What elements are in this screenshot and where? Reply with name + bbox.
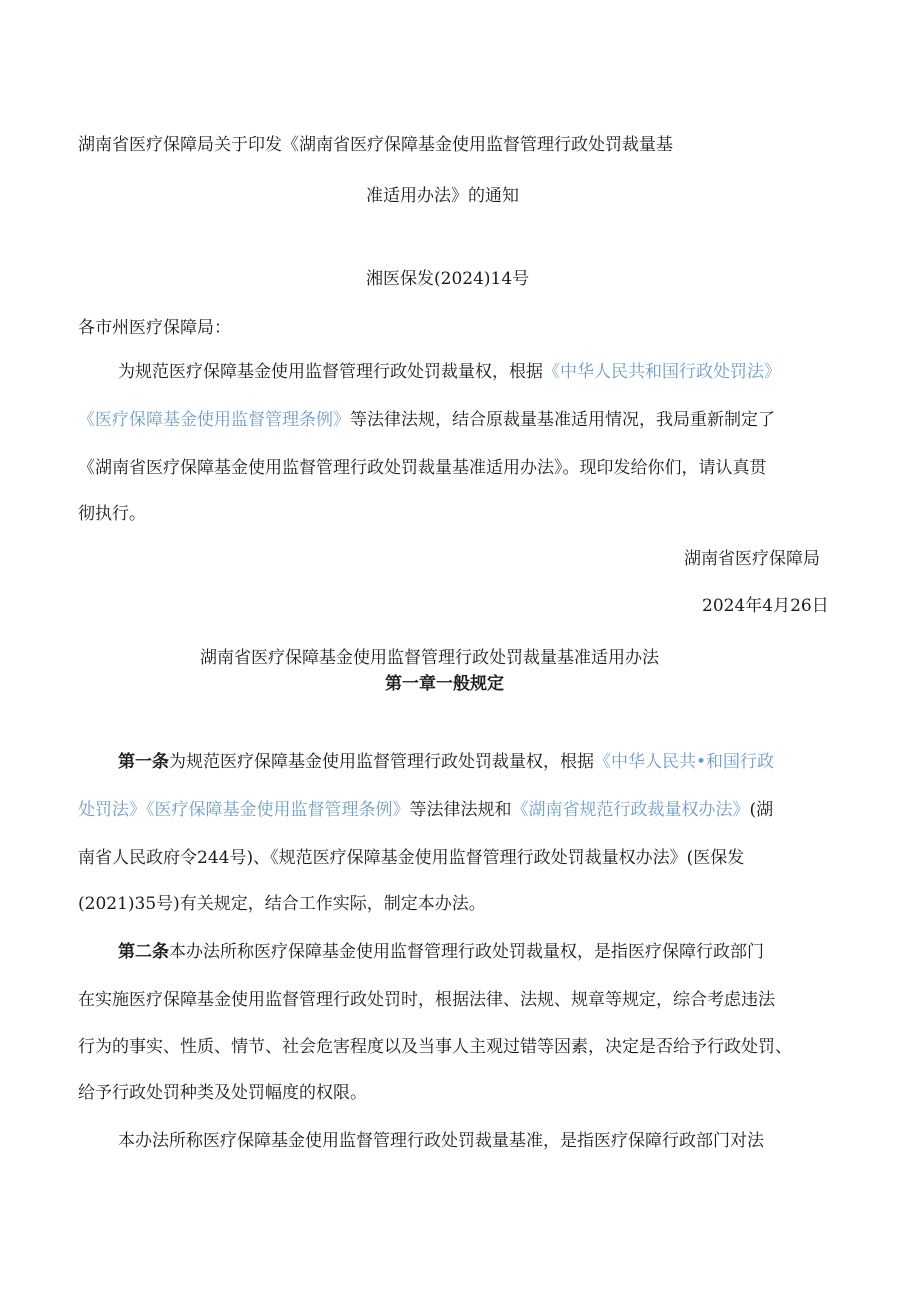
- regulation-reference-link[interactable]: 处罚法》《医疗保障基金使用监督管理条例》: [78, 800, 410, 820]
- law-reference-link[interactable]: 《中华人民共•和国行政: [594, 752, 775, 772]
- chapter-heading: 第一章一般规定: [385, 674, 504, 694]
- notice-paragraph-line: 《医疗保障基金使用监督管理条例》等法律法规，结合原裁量基准适用情况，我局重新制定了: [78, 410, 775, 430]
- article-2-line: 在实施医疗保障基金使用监督管理行政处罚时，根据法律、法规、规章等规定，综合考虑违法: [78, 990, 775, 1010]
- document-number: 湘医保发(2024)14号: [366, 269, 530, 289]
- notice-paragraph-line: 为规范医疗保障基金使用监督管理行政处罚裁量权，根据《中华人民共和国行政处罚法》: [118, 362, 781, 382]
- article-2-line: 行为的事实、性质、情节、社会危害程度以及当事人主观过错等因素，决定是否给予行政处罚、: [78, 1037, 792, 1057]
- article-1-line: (2021)35号)有关规定，结合工作实际，制定本办法。: [78, 894, 486, 914]
- issue-date: 2024年4月26日: [702, 596, 829, 616]
- notice-paragraph-line: 《湖南省医疗保障基金使用监督管理行政处罚裁量基准适用办法》。现印发给你们，请认真贯: [78, 458, 767, 478]
- notice-paragraph-line: 彻执行。: [78, 504, 146, 524]
- article-2-line: 给予行政处罚种类及处罚幅度的权限。: [78, 1083, 367, 1103]
- article-2-line: 第二条本办法所称医疗保障基金使用监督管理行政处罚裁量权，是指医疗保障行政部门: [118, 942, 764, 962]
- provincial-rule-reference-link[interactable]: 《湖南省规范行政裁量权办法》: [511, 800, 750, 820]
- issuer-signature: 湖南省医疗保障局: [684, 549, 820, 569]
- article-2-label: 第二条: [118, 942, 169, 962]
- article-1-line: 南省人民政府令244号)、《规范医疗保障基金使用监督管理行政处罚裁量权办法》(医保发: [78, 848, 745, 868]
- article-1-label: 第一条: [118, 752, 169, 772]
- measures-title: 湖南省医疗保障基金使用监督管理行政处罚裁量基准适用办法: [200, 648, 659, 668]
- notice-title-line-1: 湖南省医疗保障局关于印发《湖南省医疗保障基金使用监督管理行政处罚裁量基: [78, 135, 673, 155]
- notice-title-line-2: 准适用办法》的通知: [366, 186, 519, 206]
- article-1-line: 处罚法》《医疗保障基金使用监督管理条例》等法律法规和《湖南省规范行政裁量权办法》(湖: [78, 800, 774, 820]
- article-2-paragraph-2: 本办法所称医疗保障基金使用监督管理行政处罚裁量基准，是指医疗保障行政部门对法: [118, 1131, 764, 1151]
- regulation-reference-link[interactable]: 《医疗保障基金使用监督管理条例》: [78, 410, 350, 430]
- addressee: 各市州医疗保障局：: [78, 318, 231, 338]
- law-reference-link[interactable]: 《中华人民共和国行政处罚法》: [543, 362, 781, 382]
- article-1-line: 第一条为规范医疗保障基金使用监督管理行政处罚裁量权，根据《中华人民共•和国行政: [118, 752, 775, 772]
